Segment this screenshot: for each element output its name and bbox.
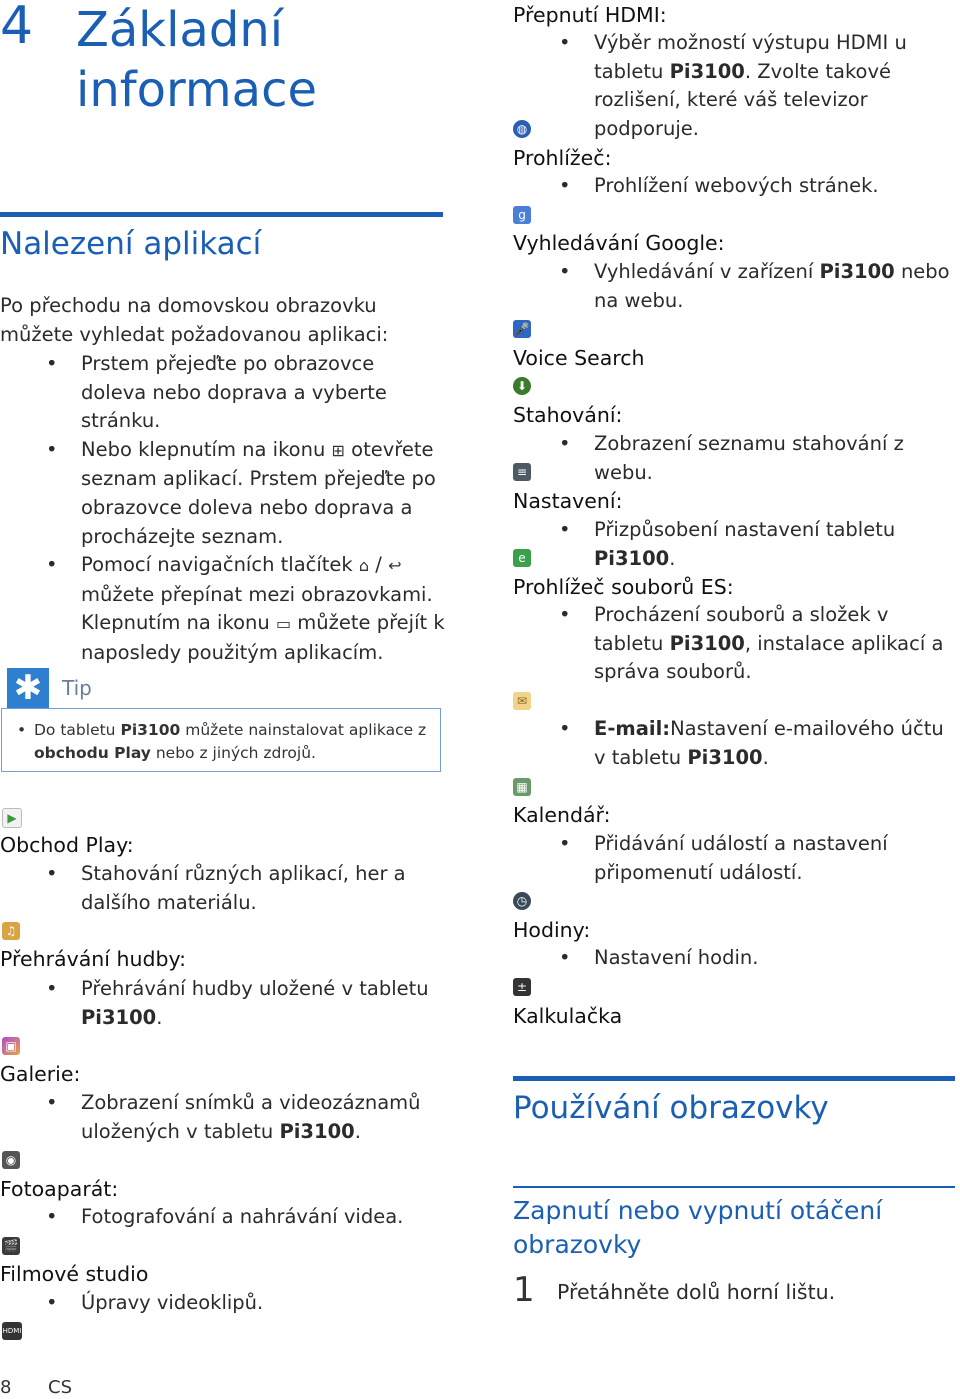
apps-grid-icon: ⊞ <box>331 440 345 460</box>
list-item: • E-mail:Nastavení e-mailového účtu v tabletu Pi3100. <box>513 715 958 772</box>
tip-list <box>16 719 434 764</box>
app-desc-list <box>513 944 958 973</box>
intro-paragraph: Po přechodu na domovskou obrazovku můžete vyhledat požadovanou aplikaci: <box>0 294 389 346</box>
settings-icon: ≡ <box>513 463 531 481</box>
tip-text: můžete nainstalovat aplikace z <box>185 721 427 739</box>
section-heading-using-screen: Používání obrazovky <box>513 1090 829 1126</box>
calculator-icon: ± <box>513 978 531 996</box>
clock-icon: ◷ <box>513 892 531 910</box>
app-desc-list <box>513 715 958 772</box>
google-search-icon: g <box>513 206 531 224</box>
chapter-number: 4 <box>0 0 34 56</box>
app-name-email: E-mail: <box>594 717 671 740</box>
download-icon: ⬇ <box>513 377 531 395</box>
app-name-es-file-browser: Prohlížeč souborů ES: <box>513 575 734 599</box>
app-name-google-search: Vyhledávání Google: <box>513 231 725 255</box>
back-icon: ↩ <box>388 556 402 576</box>
bullet-text: Pomocí navigačních tlačítek <box>81 553 353 577</box>
list-item: • Prohlížení webových stránek. <box>513 172 958 201</box>
tip-box <box>1 708 441 772</box>
section-rule <box>513 1076 955 1081</box>
app-desc-list <box>0 1089 445 1146</box>
movie-studio-icon: 🎬 <box>3 1239 19 1253</box>
app-desc-list <box>513 601 958 687</box>
chapter-title-line1: Základní <box>76 2 284 58</box>
app-name-music: Přehrávání hudby: <box>0 947 187 971</box>
list-item: • Zobrazení snímků a videozáznamů uložených v tabletu Pi3100. <box>0 1089 445 1146</box>
model-name: Pi3100 <box>120 721 181 739</box>
email-icon: ✉ <box>513 692 531 710</box>
chapter-title <box>76 0 317 120</box>
step-text: Přetáhněte dolů horní lištu. <box>557 1280 836 1304</box>
list-item: • Přehrávání hudby uložené v tabletu Pi3100. <box>0 975 445 1032</box>
recent-apps-icon: ▭ <box>275 614 292 634</box>
app-desc-list <box>513 258 958 315</box>
bullet-text: otevřete seznam aplikací. Prstem přejeďte po obrazovce doleva nebo doprava a procházejte seznam. <box>81 437 436 548</box>
app-name-gallery: Galerie: <box>0 1062 81 1086</box>
app-name-hdmi: Přepnutí HDMI: <box>513 3 667 27</box>
find-apps-list <box>0 350 445 668</box>
app-name-camera: Fotoaparát: <box>0 1177 119 1201</box>
store-name: obchodu Play <box>34 743 151 762</box>
app-name-movie-studio: Filmové studio <box>0 1262 149 1286</box>
app-desc-list <box>0 1289 445 1318</box>
page-number: 8 <box>0 1377 12 1398</box>
app-name-calculator: Kalkulačka <box>513 1004 623 1028</box>
app-name-calendar: Kalendář: <box>513 803 611 827</box>
app-name-downloads: Stahování: <box>513 403 623 427</box>
home-icon: ⌂ <box>358 556 370 576</box>
play-store-icon: ▶ <box>2 808 22 828</box>
gallery-icon: ▣ <box>2 1037 20 1055</box>
app-desc-list <box>0 1203 445 1232</box>
app-desc-list <box>513 29 958 143</box>
list-item: • Nastavení hodin. <box>513 944 958 973</box>
app-desc-list <box>513 516 958 573</box>
app-desc-list <box>513 172 958 201</box>
tip-label: Tip <box>62 676 92 700</box>
bullet-text: Nebo klepnutím na ikonu <box>81 437 326 461</box>
section-rule <box>0 212 443 217</box>
list-item: • Výběr možností výstupu HDMI u tabletu Pi3100. Zvolte takové rozlišení, které váš televizor podporuje. <box>513 29 958 143</box>
list-item: • Procházení souborů a složek v tabletu Pi3100, instalace aplikací a správa souborů. <box>513 601 958 687</box>
tip-text: Do tabletu <box>34 721 116 739</box>
list-item <box>0 551 445 667</box>
bullet-text: můžete přepínat mezi obrazovkami. Klepnutím na ikonu <box>81 582 433 635</box>
list-item: • Vyhledávání v zařízení Pi3100 nebo na webu. <box>513 258 958 315</box>
list-item: • Do tabletu Pi3100 můžete nainstalovat aplikace z obchodu Play nebo z jiných zdrojů. <box>17 721 427 762</box>
app-name-clock: Hodiny: <box>513 918 591 942</box>
list-item: • Prstem přejeďte po obrazovce doleva nebo doprava a vyberte stránku. <box>0 350 445 436</box>
chapter-title-line2: informace <box>76 62 318 118</box>
list-item: • Přidávání událostí a nastavení připomenutí událostí. <box>513 830 958 887</box>
file-browser-icon: e <box>513 549 531 567</box>
browser-icon: ◍ <box>513 120 531 138</box>
list-item <box>0 436 445 551</box>
app-name-voice-search: Voice Search <box>513 346 645 370</box>
app-name-settings: Nastavení: <box>513 489 623 513</box>
app-desc-list <box>513 430 958 487</box>
section-heading-find-apps: Nalezení aplikací <box>0 226 262 262</box>
tip-asterisk-icon: ✱ <box>7 668 49 708</box>
list-item: • Přizpůsobení nastavení tabletu Pi3100. <box>513 516 958 573</box>
list-item: • Úpravy videoklipů. <box>0 1289 445 1318</box>
calendar-icon: ▦ <box>513 778 531 796</box>
bullet-text: můžete přejít k naposledy použitým aplikacím. <box>81 611 445 664</box>
subsection-heading-rotation: Zapnutí nebo vypnutí otáčení obrazovky <box>513 1196 883 1259</box>
app-name-play-store: Obchod Play: <box>0 833 134 857</box>
app-desc-list <box>0 860 445 917</box>
microphone-icon: 🎤 <box>514 322 530 336</box>
list-item: • Zobrazení seznamu stahování z webu. <box>513 430 958 487</box>
camera-icon: ◉ <box>2 1151 20 1169</box>
bullet-text: / <box>375 553 382 577</box>
subsection-rule <box>513 1186 955 1188</box>
hdmi-icon: HDMI <box>2 1322 22 1340</box>
tip-text: nebo z jiných zdrojů. <box>155 743 316 762</box>
app-name-browser: Prohlížeč: <box>513 146 612 170</box>
music-icon: ♫ <box>2 922 20 940</box>
app-desc-list <box>513 830 958 887</box>
list-item: • Stahování různých aplikací, her a dalšího materiálu. <box>0 860 445 917</box>
app-desc-list <box>0 975 445 1032</box>
step-number: 1 <box>513 1270 535 1310</box>
language-code: CS <box>48 1377 72 1398</box>
list-item: • Fotografování a nahrávání videa. <box>0 1203 445 1232</box>
